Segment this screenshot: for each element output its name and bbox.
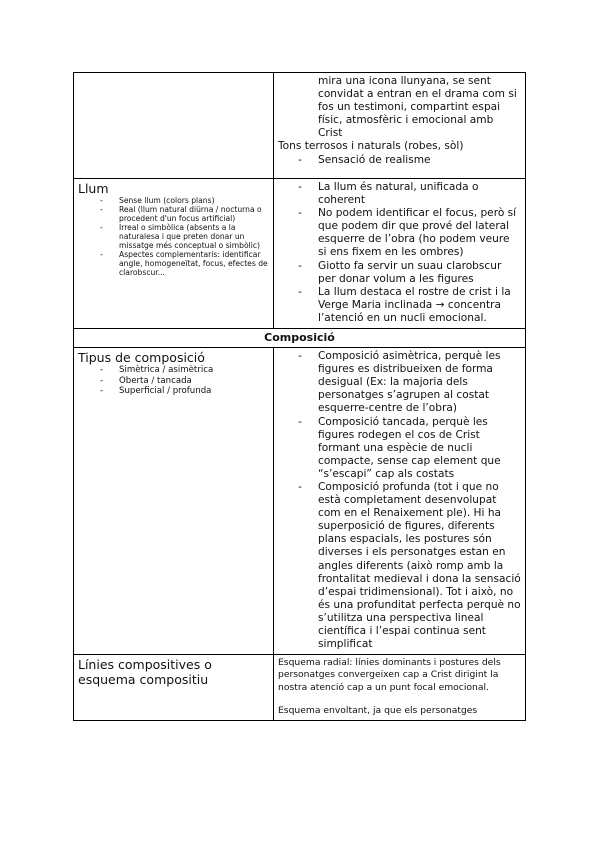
linies-label-cell — [74, 655, 274, 721]
llum-label: Llum — [78, 181, 109, 196]
tipus-label-cell — [74, 348, 274, 655]
list-item: - Superficial / profunda — [100, 386, 269, 397]
section-header: Composició — [74, 329, 526, 348]
empty-label-cell — [74, 73, 274, 179]
table-row — [74, 73, 526, 179]
llum-label-cell — [74, 179, 274, 329]
table-row — [74, 655, 526, 721]
list-item: - Irreal o simbòlica (absents a la naturalesa i que preten donar un missatge més conceptual o simbòlic) — [100, 223, 269, 250]
linies-paragraph-2: Esquema envoltant, ja que els personatges — [278, 704, 478, 716]
tons-bullet: - Sensació de realisme — [298, 154, 521, 167]
paragraph-gap — [278, 694, 521, 705]
list-item: - Oberta / tancada — [100, 376, 269, 387]
llum-content-cell — [274, 179, 526, 329]
table-row — [74, 348, 526, 655]
continuation-cell — [274, 73, 526, 179]
list-item: - Sense llum (colors plans) — [100, 196, 269, 205]
list-item: - La llum és natural, unificada o coherent — [298, 181, 521, 207]
list-item: - No podem identificar el focus, però sí que podem dir que prové del lateral esquerre de l’obra (ho podem veure si ens fixem en les ombres) — [298, 207, 521, 259]
list-item: - Real (llum natural diürna / nocturna o procedent d'un focus artificial) — [100, 205, 269, 223]
table-row — [74, 179, 526, 329]
linies-paragraph-1: Esquema radial: línies dominants i postures dels personatges convergeixen cap a Crist dirigint la nostra atenció cap a un punt focal emocional. — [278, 657, 501, 693]
analysis-table — [73, 72, 526, 721]
list-item: - Aspectes complementaris: identificar angle, homogeneïtat, focus, efectes de clarobscur... — [100, 250, 269, 277]
list-item: - Giotto fa servir un suau clarobscur per donar volum a les figures — [298, 260, 521, 286]
list-item: - La llum destaca el rostre de crist i la Verge Maria inclinada → concentra l’atenció en un nucli emocional. — [298, 286, 521, 325]
list-item: - Simètrica / asimètrica — [100, 365, 269, 376]
tons-line: Tons terrosos i naturals (robes, sòl) — [278, 140, 464, 153]
linies-content-cell — [274, 655, 526, 721]
tipus-content-cell — [274, 348, 526, 655]
continuation-text: mira una icona llunyana, se sent convidat a entran en el drama com si fos un testimoni, compartint espai físic, atmosfèric i emocional amb Crist — [318, 75, 517, 140]
list-item: - Composició profunda (tot i que no està completament desenvolupat com en el Renaixement ple). Hi ha superposició de figures, diferents plans espacials, les postures són diverses i els personatges estan en angles diferents (això romp amb la frontalitat medieval i dona la sensació d’espai tridimensional). Tot i això, no és una profunditat perfecta perquè no s’utilitza una perspectiva lineal científica i l’espai continua sent simplificat — [298, 481, 521, 651]
tipus-label: Tipus de composició — [78, 350, 205, 366]
table-row — [74, 329, 526, 348]
list-item: - Composició tancada, perquè les figures rodegen el cos de Crist formant una espècie de nucli compacte, sense cap element que “s’escapi” cap als costats — [298, 416, 521, 481]
tipus-options — [78, 365, 269, 397]
linies-label: Línies compositives o esquema compositiu — [78, 657, 212, 688]
list-item: - Composició asimètrica, perquè les figures es distribueixen de forma desigual (Ex: la majoria dels personatges s’agrupen al costat esquerre-centre de l’obra) — [298, 350, 521, 415]
llum-options — [78, 196, 269, 277]
